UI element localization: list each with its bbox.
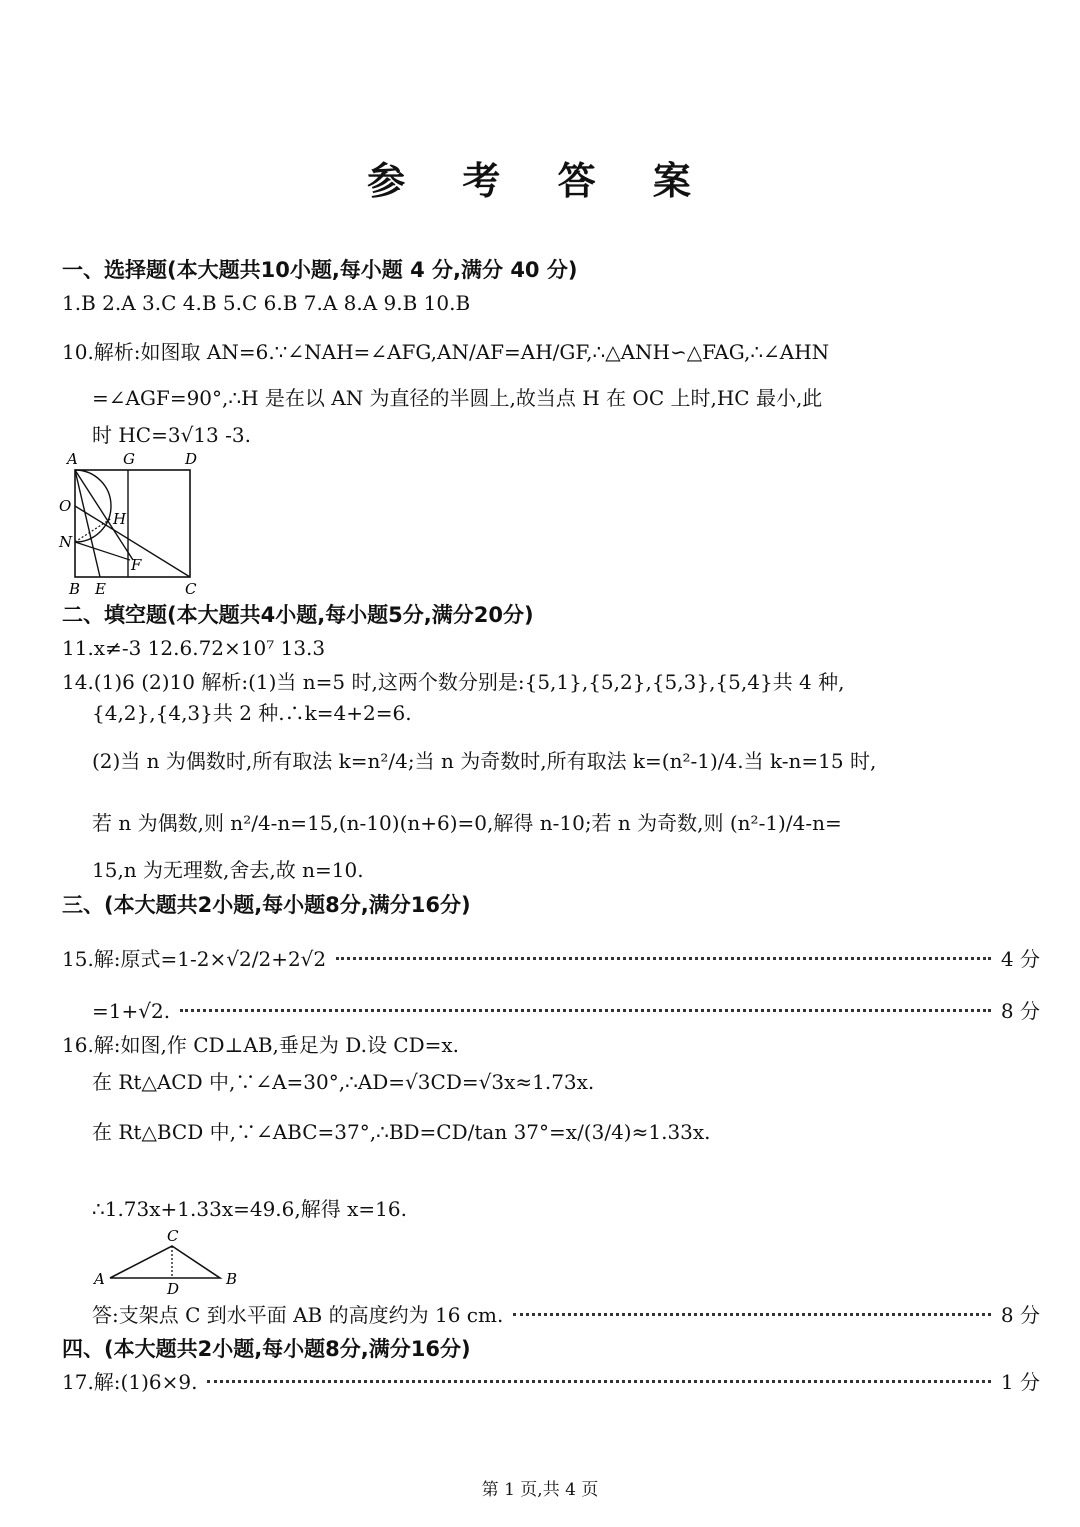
fig1-label-H: H xyxy=(113,510,127,528)
q16-line2: 在 Rt△ACD 中,∵∠A=30°,∴AD=√3CD=√3x≈1.73x. xyxy=(92,1070,595,1094)
q10-line2: =∠AGF=90°,∴H 是在以 AN 为直径的半圆上,故当点 H 在 OC 上时,HC 最小,此 xyxy=(92,386,823,410)
fig2-label-A: A xyxy=(94,1270,105,1288)
section1-answers: 1.B 2.A 3.C 4.B 5.C 6.B 7.A 8.A 9.B 10.B xyxy=(62,291,471,315)
q15-score2: 8 分 xyxy=(1000,999,1040,1023)
figure-square-diagram xyxy=(55,450,205,600)
q10-line3: 时 HC=3√13 -3. xyxy=(92,423,251,447)
q15-row2 xyxy=(92,996,1040,1026)
fig1-label-O: O xyxy=(59,497,72,515)
page-footer: 第 1 页,共 4 页 xyxy=(481,1480,599,1500)
q14-line5: 15,n 为无理数,舍去,故 n=10. xyxy=(92,858,364,882)
q17-row1 xyxy=(62,1367,1040,1397)
q15-leader1 xyxy=(336,957,991,960)
q16-answer: 答:支架点 C 到水平面 AB 的高度约为 16 cm. xyxy=(92,1303,504,1327)
fig1-label-F: F xyxy=(131,556,142,574)
q16-line4: ∴1.73x+1.33x=49.6,解得 x=16. xyxy=(92,1197,407,1221)
page-title: 参 考 答 案 xyxy=(367,159,713,203)
fig1-label-C: C xyxy=(185,580,197,598)
fig2-label-D: D xyxy=(167,1280,180,1298)
q15-row1 xyxy=(62,944,1040,974)
fig2-label-B: B xyxy=(226,1270,238,1288)
q16-score: 8 分 xyxy=(1000,1303,1040,1327)
q16-line3: 在 Rt△BCD 中,∵∠ABC=37°,∴BD=CD/tan 37°=x/(3/4)≈1.33x. xyxy=(92,1120,711,1144)
q16-leader xyxy=(513,1313,991,1316)
q14-line2: {4,2},{4,3}共 2 种.∴k=4+2=6. xyxy=(92,701,412,725)
fig2-label-C: C xyxy=(167,1227,179,1245)
section1-heading: 一、选择题(本大题共10小题,每小题 4 分,满分 40 分) xyxy=(62,258,578,282)
fig1-label-B: B xyxy=(69,580,81,598)
q16-line1: 16.解:如图,作 CD⊥AB,垂足为 D.设 CD=x. xyxy=(62,1033,460,1057)
section4-heading: 四、(本大题共2小题,每小题8分,满分16分) xyxy=(62,1337,471,1361)
section2-answers: 11.x≠-3 12.6.72×10⁷ 13.3 xyxy=(62,636,326,660)
q15-line2: =1+√2. xyxy=(92,999,171,1023)
q17-line1: 17.解:(1)6×9. xyxy=(62,1370,198,1394)
q15-leader2 xyxy=(180,1009,991,1012)
fig1-label-D: D xyxy=(185,450,198,468)
fig1-label-A: A xyxy=(67,450,78,468)
fig1-label-N: N xyxy=(59,533,73,551)
q14-line1: 14.(1)6 (2)10 解析:(1)当 n=5 时,这两个数分别是:{5,1},{5,2},{5,3},{5,4}共 4 种, xyxy=(62,670,845,694)
q14-line4: 若 n 为偶数,则 n²/4-n=15,(n-10)(n+6)=0,解得 n-10;若 n 为奇数,则 (n²-1)/4-n= xyxy=(92,811,842,835)
section3-heading: 三、(本大题共2小题,每小题8分,满分16分) xyxy=(62,893,471,917)
section2-heading: 二、填空题(本大题共4小题,每小题5分,满分20分) xyxy=(62,603,534,627)
fig1-label-E: E xyxy=(95,580,106,598)
fig1-label-G: G xyxy=(123,450,135,468)
q15-score1: 4 分 xyxy=(1000,947,1040,971)
q10-line1: 10.解析:如图取 AN=6.∵∠NAH=∠AFG,AN/AF=AH/GF,∴△ANH∽△FAG,∴∠AHN xyxy=(62,340,830,364)
q16-answer-row xyxy=(92,1300,1040,1330)
q17-leader xyxy=(207,1380,990,1383)
q15-line1: 15.解:原式=1-2×√2/2+2√2 xyxy=(62,947,327,971)
q17-score: 1 分 xyxy=(1000,1370,1040,1394)
figure-triangle-diagram xyxy=(88,1226,248,1298)
q14-line3: (2)当 n 为偶数时,所有取法 k=n²/4;当 n 为奇数时,所有取法 k=(n²-1)/4.当 k-n=15 时, xyxy=(92,749,877,773)
